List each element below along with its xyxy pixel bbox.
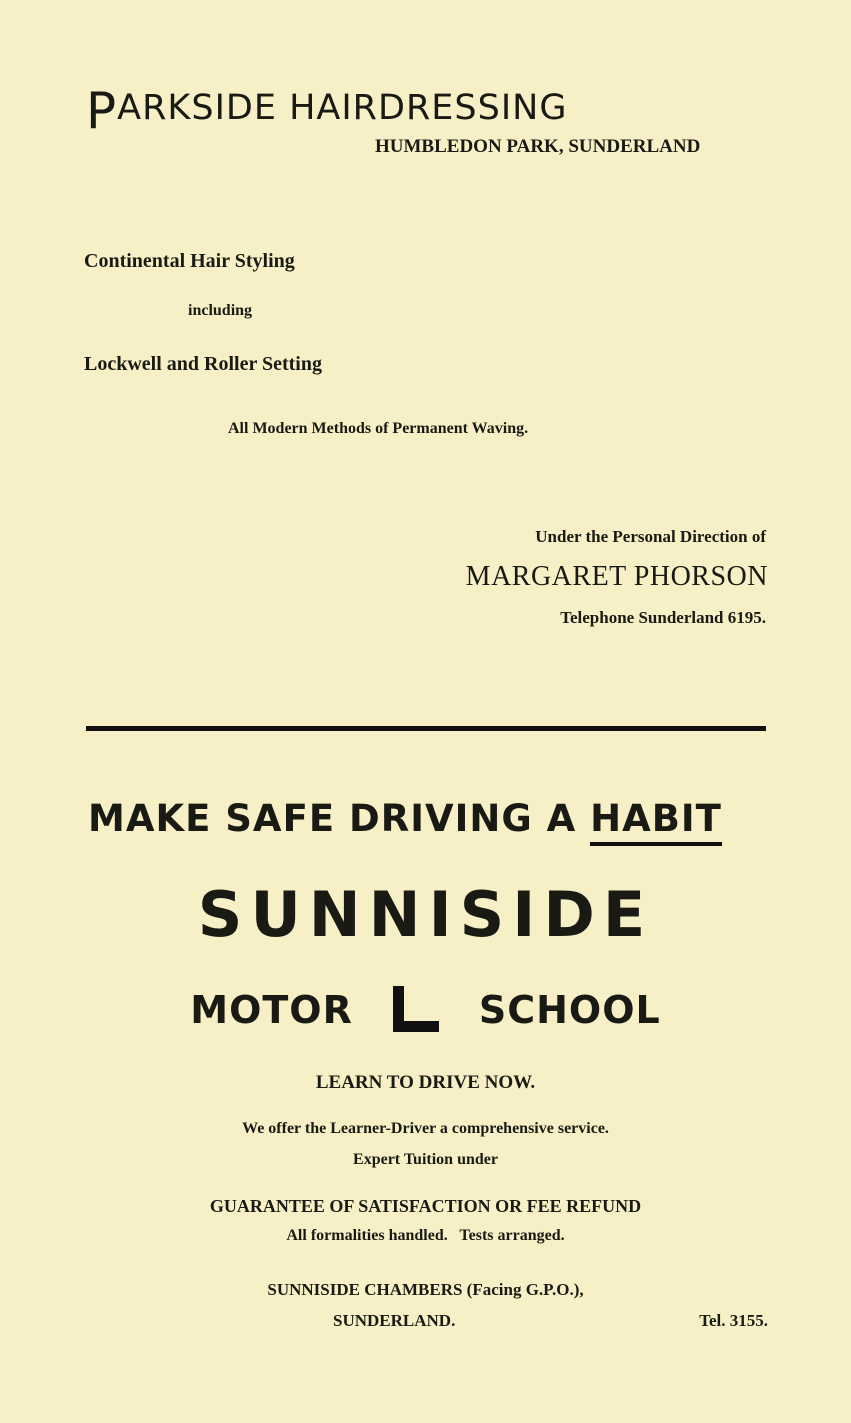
proprietor-name: MARGARET PHORSON xyxy=(465,561,768,592)
parkside-telephone: Telephone Sunderland 6195. xyxy=(560,608,766,627)
tuition-text: Expert Tuition under xyxy=(353,1151,498,1168)
driving-slogan xyxy=(88,797,722,840)
direction-line: Under the Personal Direction of xyxy=(535,527,766,546)
school-address: SUNNISIDE CHAMBERS (Facing G.P.O.), xyxy=(267,1280,584,1299)
parkside-title-rest: ARKSIDE HAIRDRESSING xyxy=(117,88,568,128)
service-hair-styling: Continental Hair Styling xyxy=(84,250,295,272)
slogan-main: MAKE SAFE DRIVING A xyxy=(88,797,591,840)
section-divider xyxy=(86,726,766,731)
school-telephone: Tel. 3155. xyxy=(699,1311,768,1330)
guarantee-text: GUARANTEE OF SATISFACTION OR FEE REFUND xyxy=(209,1196,642,1216)
learn-heading: LEARN TO DRIVE NOW. xyxy=(315,1072,536,1093)
motor-school-heading xyxy=(0,986,851,1032)
school-name: SUNNISIDE xyxy=(197,878,654,951)
parkside-title-initial: P xyxy=(86,82,118,140)
parkside-address: HUMBLEDON PARK, SUNDERLAND xyxy=(375,136,701,157)
parkside-title xyxy=(86,82,568,140)
school-word: SCHOOL xyxy=(478,988,661,1032)
motor-word: MOTOR xyxy=(190,988,353,1032)
offer-text: We offer the Learner-Driver a comprehensive service. xyxy=(242,1120,609,1137)
learner-plate-icon xyxy=(393,986,439,1032)
formalities-text: All formalities handled. Tests arranged. xyxy=(286,1227,565,1244)
service-including: including xyxy=(188,302,253,319)
school-city: SUNDERLAND. xyxy=(333,1311,456,1330)
service-roller-setting: Lockwell and Roller Setting xyxy=(84,353,322,375)
slogan-underlined-word: HABIT xyxy=(590,797,722,846)
service-permanent-waving: All Modern Methods of Permanent Waving. xyxy=(228,420,529,437)
